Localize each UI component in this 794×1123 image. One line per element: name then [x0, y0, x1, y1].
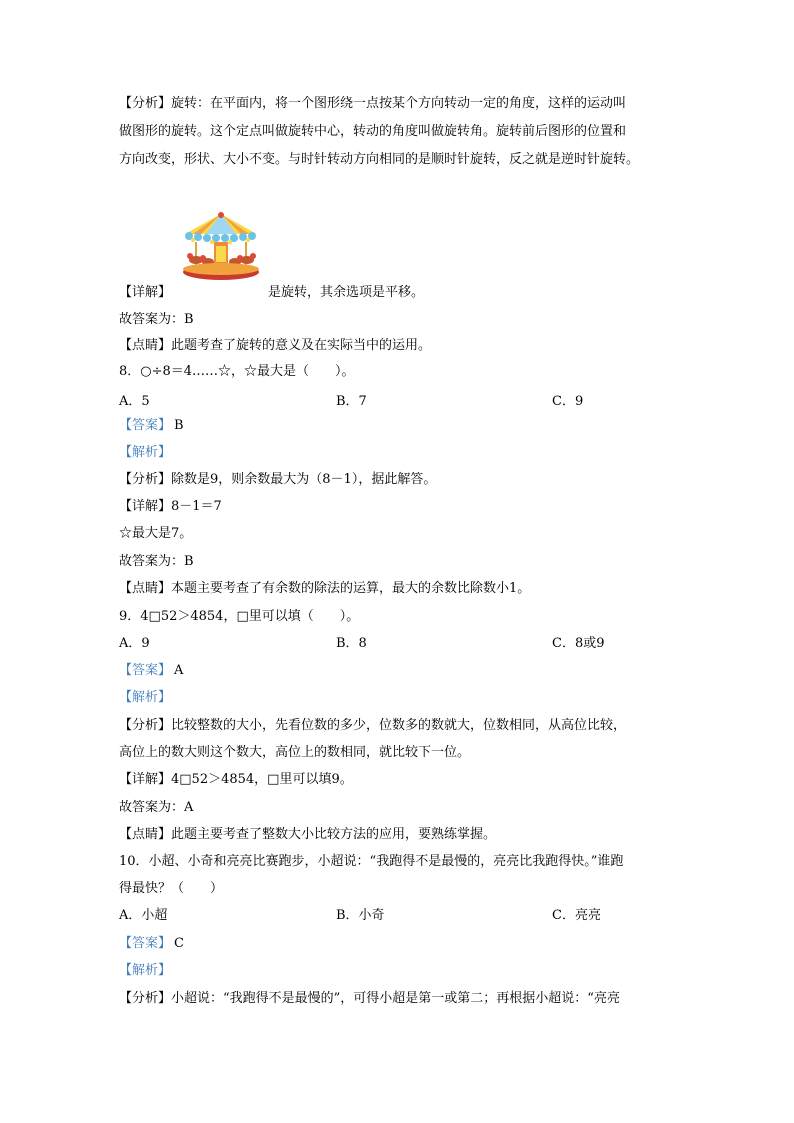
q9-point-line: 【点睛】此题主要考查了整数大小比较方法的应用，要熟练掌握。 [119, 827, 497, 842]
point-line: 【点睛】此题考查了旋转的意义及在实际当中的运用。 [119, 338, 432, 353]
q10-stem-line-2: 得最快？（ ） [119, 881, 224, 896]
q9-analysis-line-1: 【分析】比较整数的大小，先看位数的多少，位数多的数就大，位数相同，从高位比较， [119, 718, 627, 733]
q9-stem: 9．4□52＞4854，□里可以填（ ）。 [119, 609, 360, 624]
q8-analysis: 【分析】除数是9，则余数最大为（8－1），据此解答。 [119, 472, 437, 487]
q10-option-a: A．小超 [119, 908, 168, 923]
analysis-line-2: 做图形的旋转。这个定点叫做旋转中心，转动的角度叫做旋转角。旋转前后图形的位置和 [119, 124, 627, 139]
q8-jiexi-tag: 【解析】 [119, 445, 172, 460]
q8-stem: 8．○÷8＝4……☆，☆最大是（ ）。 [119, 364, 355, 379]
q9-answer-tag: 【答案】 [119, 663, 172, 678]
q9-option-b: B．8 [336, 636, 367, 651]
q8-detail: 【详解】8－1＝7 [119, 499, 222, 514]
q10-option-c: C．亮亮 [552, 908, 601, 923]
q9-jiexi-tag: 【解析】 [119, 690, 172, 705]
q8-answer-tag: 【答案】 [119, 418, 172, 433]
q10-answer-tag: 【答案】 [119, 936, 172, 951]
q8-answer-value: B [174, 418, 184, 433]
q8-point-line: 【点睛】本题主要考查了有余数的除法的运算，最大的余数比除数小1。 [119, 581, 531, 596]
q9-answer-line: 故答案为：A [119, 800, 194, 815]
answer-line: 故答案为：B [119, 312, 194, 327]
q9-detail: 【详解】4□52＞4854，□里可以填9。 [119, 772, 353, 787]
q10-analysis: 【分析】小超说：“我跑得不是最慢的”，可得小超是第一或第二；再根据小超说：“亮亮 [119, 991, 620, 1006]
q8-option-b: B．7 [336, 394, 367, 409]
carousel-image [181, 212, 262, 283]
analysis-line-1: 【分析】旋转：在平面内，将一个图形绕一点按某个方向转动一定的角度，这样的运动叫 [119, 96, 627, 111]
q10-jiexi-tag: 【解析】 [119, 963, 172, 978]
q9-answer-value: A [174, 663, 184, 678]
q10-answer-value: C [174, 936, 184, 951]
q9-option-a: A．9 [119, 636, 150, 651]
detail-tag: 【详解】 [119, 285, 172, 300]
q8-answer-line: 故答案为：B [119, 554, 194, 569]
q9-analysis-line-2: 高位上的数大则这个数大，高位上的数相同，就比较下一位。 [119, 745, 471, 760]
analysis-line-3: 方向改变，形状、大小不变。与时针转动方向相同的是顺时针旋转，反之就是逆时针旋转。 [119, 152, 640, 167]
q8-star-line: ☆最大是7。 [119, 526, 193, 541]
q8-option-a: A．5 [119, 394, 150, 409]
detail-text: 是旋转，其余选项是平移。 [268, 285, 425, 300]
q10-stem-line-1: 10．小超、小奇和亮亮比赛跑步，小超说：“我跑得不是最慢的，亮亮比我跑得快。”谁跑 [119, 854, 624, 869]
q10-option-b: B．小奇 [336, 908, 385, 923]
q9-option-c: C．8或9 [552, 636, 605, 651]
q8-option-c: C．9 [552, 394, 584, 409]
